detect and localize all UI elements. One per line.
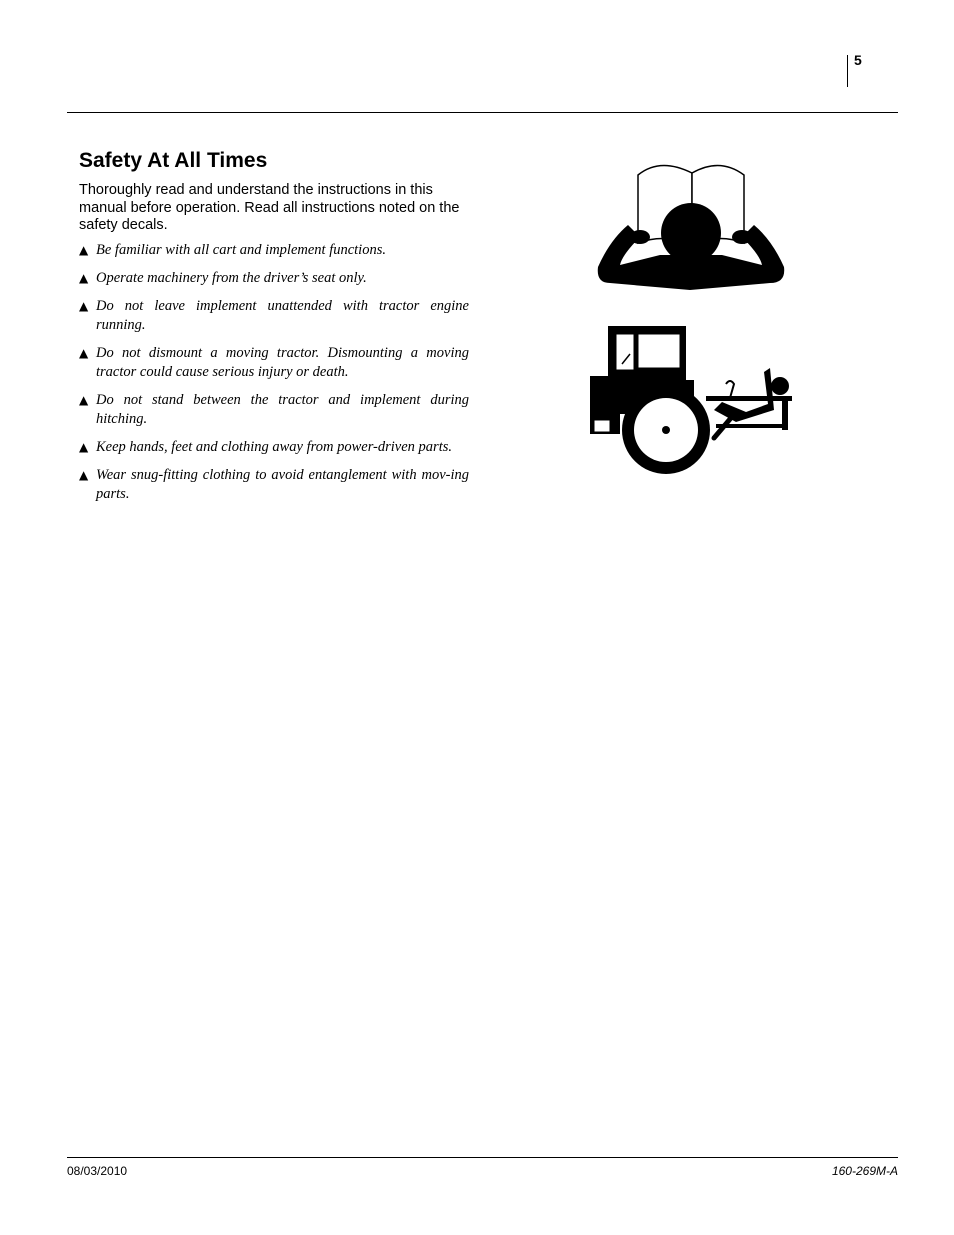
safety-bullet-text: Do not leave implement unattended with tractor engine running. [96, 297, 469, 333]
safety-section [79, 148, 469, 513]
warning-triangle-icon: ▲ [79, 439, 89, 454]
warning-triangle-icon: ▲ [79, 467, 89, 482]
warning-triangle-icon: ▲ [79, 270, 89, 285]
safety-bullet-text: Operate machinery from the driver’s seat only. [96, 269, 367, 286]
warning-triangle-icon: ▲ [79, 392, 89, 407]
safety-bullet-list [79, 241, 469, 504]
safety-bullet-text: Keep hands, feet and clothing away from power-driven parts. [96, 438, 452, 455]
safety-bullet [79, 438, 469, 457]
safety-bullet [79, 344, 469, 382]
section-title: Safety At All Times [79, 149, 268, 172]
footer-doc-id: 160-269M-A [831, 1164, 898, 1178]
warning-triangle-icon: ▲ [79, 242, 89, 257]
warning-triangle-icon: ▲ [79, 345, 89, 360]
page-number-rule [847, 55, 848, 87]
footer-rule [67, 1157, 898, 1158]
safety-bullet [79, 269, 469, 288]
person-reading-manual-icon [590, 155, 790, 295]
page-number: 5 [854, 52, 862, 68]
safety-bullet-text: Be familiar with all cart and implement functions. [96, 241, 386, 258]
warning-triangle-icon: ▲ [79, 298, 89, 313]
safety-bullet [79, 297, 469, 335]
footer-date: 08/03/2010 [67, 1164, 128, 1178]
header-rule [67, 112, 898, 113]
safety-bullet-text: Wear snug-fitting clothing to avoid entanglement with mov-ing parts. [96, 466, 469, 502]
safety-bullet-text: Do not stand between the tractor and implement during hitching. [96, 391, 469, 427]
safety-bullet [79, 466, 469, 504]
tractor-hitching-hazard-icon [586, 320, 796, 480]
safety-bullet-text: Do not dismount a moving tractor. Dismounting a moving tractor could cause serious injury or death. [96, 344, 469, 380]
safety-bullet [79, 241, 469, 260]
safety-bullet [79, 391, 469, 429]
intro-paragraph: Thoroughly read and understand the instructions in this manual before operation. Read all instructions noted on the safety decals. [79, 182, 460, 233]
